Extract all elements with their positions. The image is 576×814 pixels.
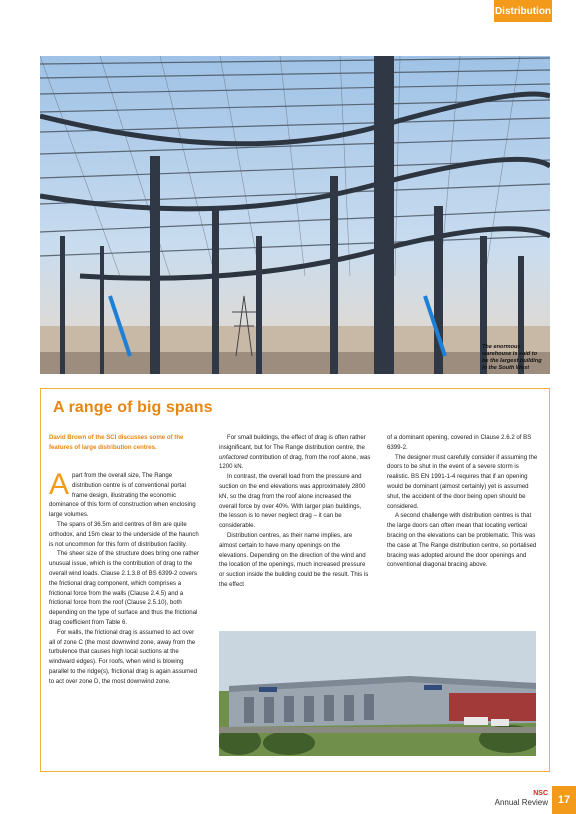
paragraph: The sheer size of the structure does bring one rather unusual issue, which is the contribution of drag to the overall wind loads. Clause 2.1.3.8 of BS 6399-2 covers the frictional drag component, which comprises a frictional force from the walls (Clause 2.4.5) and a frictional force from the roof (Clause 2.5.10), both depending on the type of surface and thus the frictional drag coefficient from Table 6.	[49, 550, 199, 626]
paragraph-text: contribution of drag, from the roof alone, was 1200 kN.	[219, 453, 371, 471]
paragraph: The designer must carefully consider if assuming the doors to be shut in the event of a severe storm is realistic. BS EN 1991-1-4 requires that if an opening would be dominant (almost certainly) yet is assumed shut, the accident of the door being open should be considered.	[387, 453, 538, 510]
paragraph	[49, 468, 201, 520]
hero-caption: The enormous warehouse is said to be the largest building in the South West	[482, 344, 542, 371]
hero-photo	[40, 56, 550, 374]
footer-brand: NSC	[533, 790, 548, 797]
article-intro: David Brown of the SCI discusses some of the features of large distribution centres.	[49, 434, 184, 451]
paragraph: For walls, the frictional drag is assumed to act over all of zone C (the most downwind zone, away from the turbulence that causes high local suctions at the windward edges). For roofs, when wind is blowing parallel to the ridge(s), frictional drag is again assumed to act over zone D, the most downwind zone.	[49, 628, 198, 685]
column-3	[387, 433, 539, 570]
paragraph: In contrast, the overall load from the pressure and suction on the end elevations was approximately 2800 kN, so the drag from the roof alone increased the overall force by over 40%. With larger plan buildings, the lesson is to never neglect drag – it can be considerable.	[219, 473, 366, 530]
paragraph-text: For small buildings, the effect of drag is often rather insignificant, but for The Range distribution centre, the	[219, 434, 366, 451]
column-2	[219, 433, 371, 590]
page-number: 17	[552, 786, 576, 814]
distribution-centre-photo	[219, 631, 536, 756]
paragraph	[219, 433, 371, 472]
footer-subtitle: Annual Review	[494, 798, 548, 807]
warehouse-frame-image	[40, 56, 550, 374]
paragraph: The spans of 36.5m and centres of 8m are quite orthodox, and 15m clear to the underside of the haunch is not uncommon for this form of distribution facility.	[49, 520, 199, 548]
paragraph-text: part from the overall size, The Range distribution centre is of conventional portal frame design, illustrating the economic dominance of this form of construction when enclosing large volumes.	[49, 472, 196, 519]
section-tab: Distribution	[494, 0, 552, 22]
article-title: A range of big spans	[53, 399, 213, 416]
column-1	[49, 468, 201, 687]
dropcap: A	[49, 468, 70, 501]
paragraph: of a dominant opening, covered in Clause 2.6.2 of BS 6399-2.	[387, 434, 532, 451]
article-box	[40, 388, 550, 772]
paragraph: A second challenge with distribution centres is that the large doors can often mean that locating vertical bracing on the elevations can be problematic. This was the case at The Range distribution centre, so portalised bracing was adopted around the door openings and conventional diagonal bracing above.	[387, 512, 537, 569]
emphasis-text: unfactored	[219, 453, 248, 461]
paragraph: Distribution centres, as their name implies, are almost certain to have many openings on the elevations. Depending on the direction of the wind and the location of the openings, much increased pressure or suction inside the building could be the result. This is the effect	[219, 531, 369, 588]
distribution-centre-image	[219, 631, 536, 756]
